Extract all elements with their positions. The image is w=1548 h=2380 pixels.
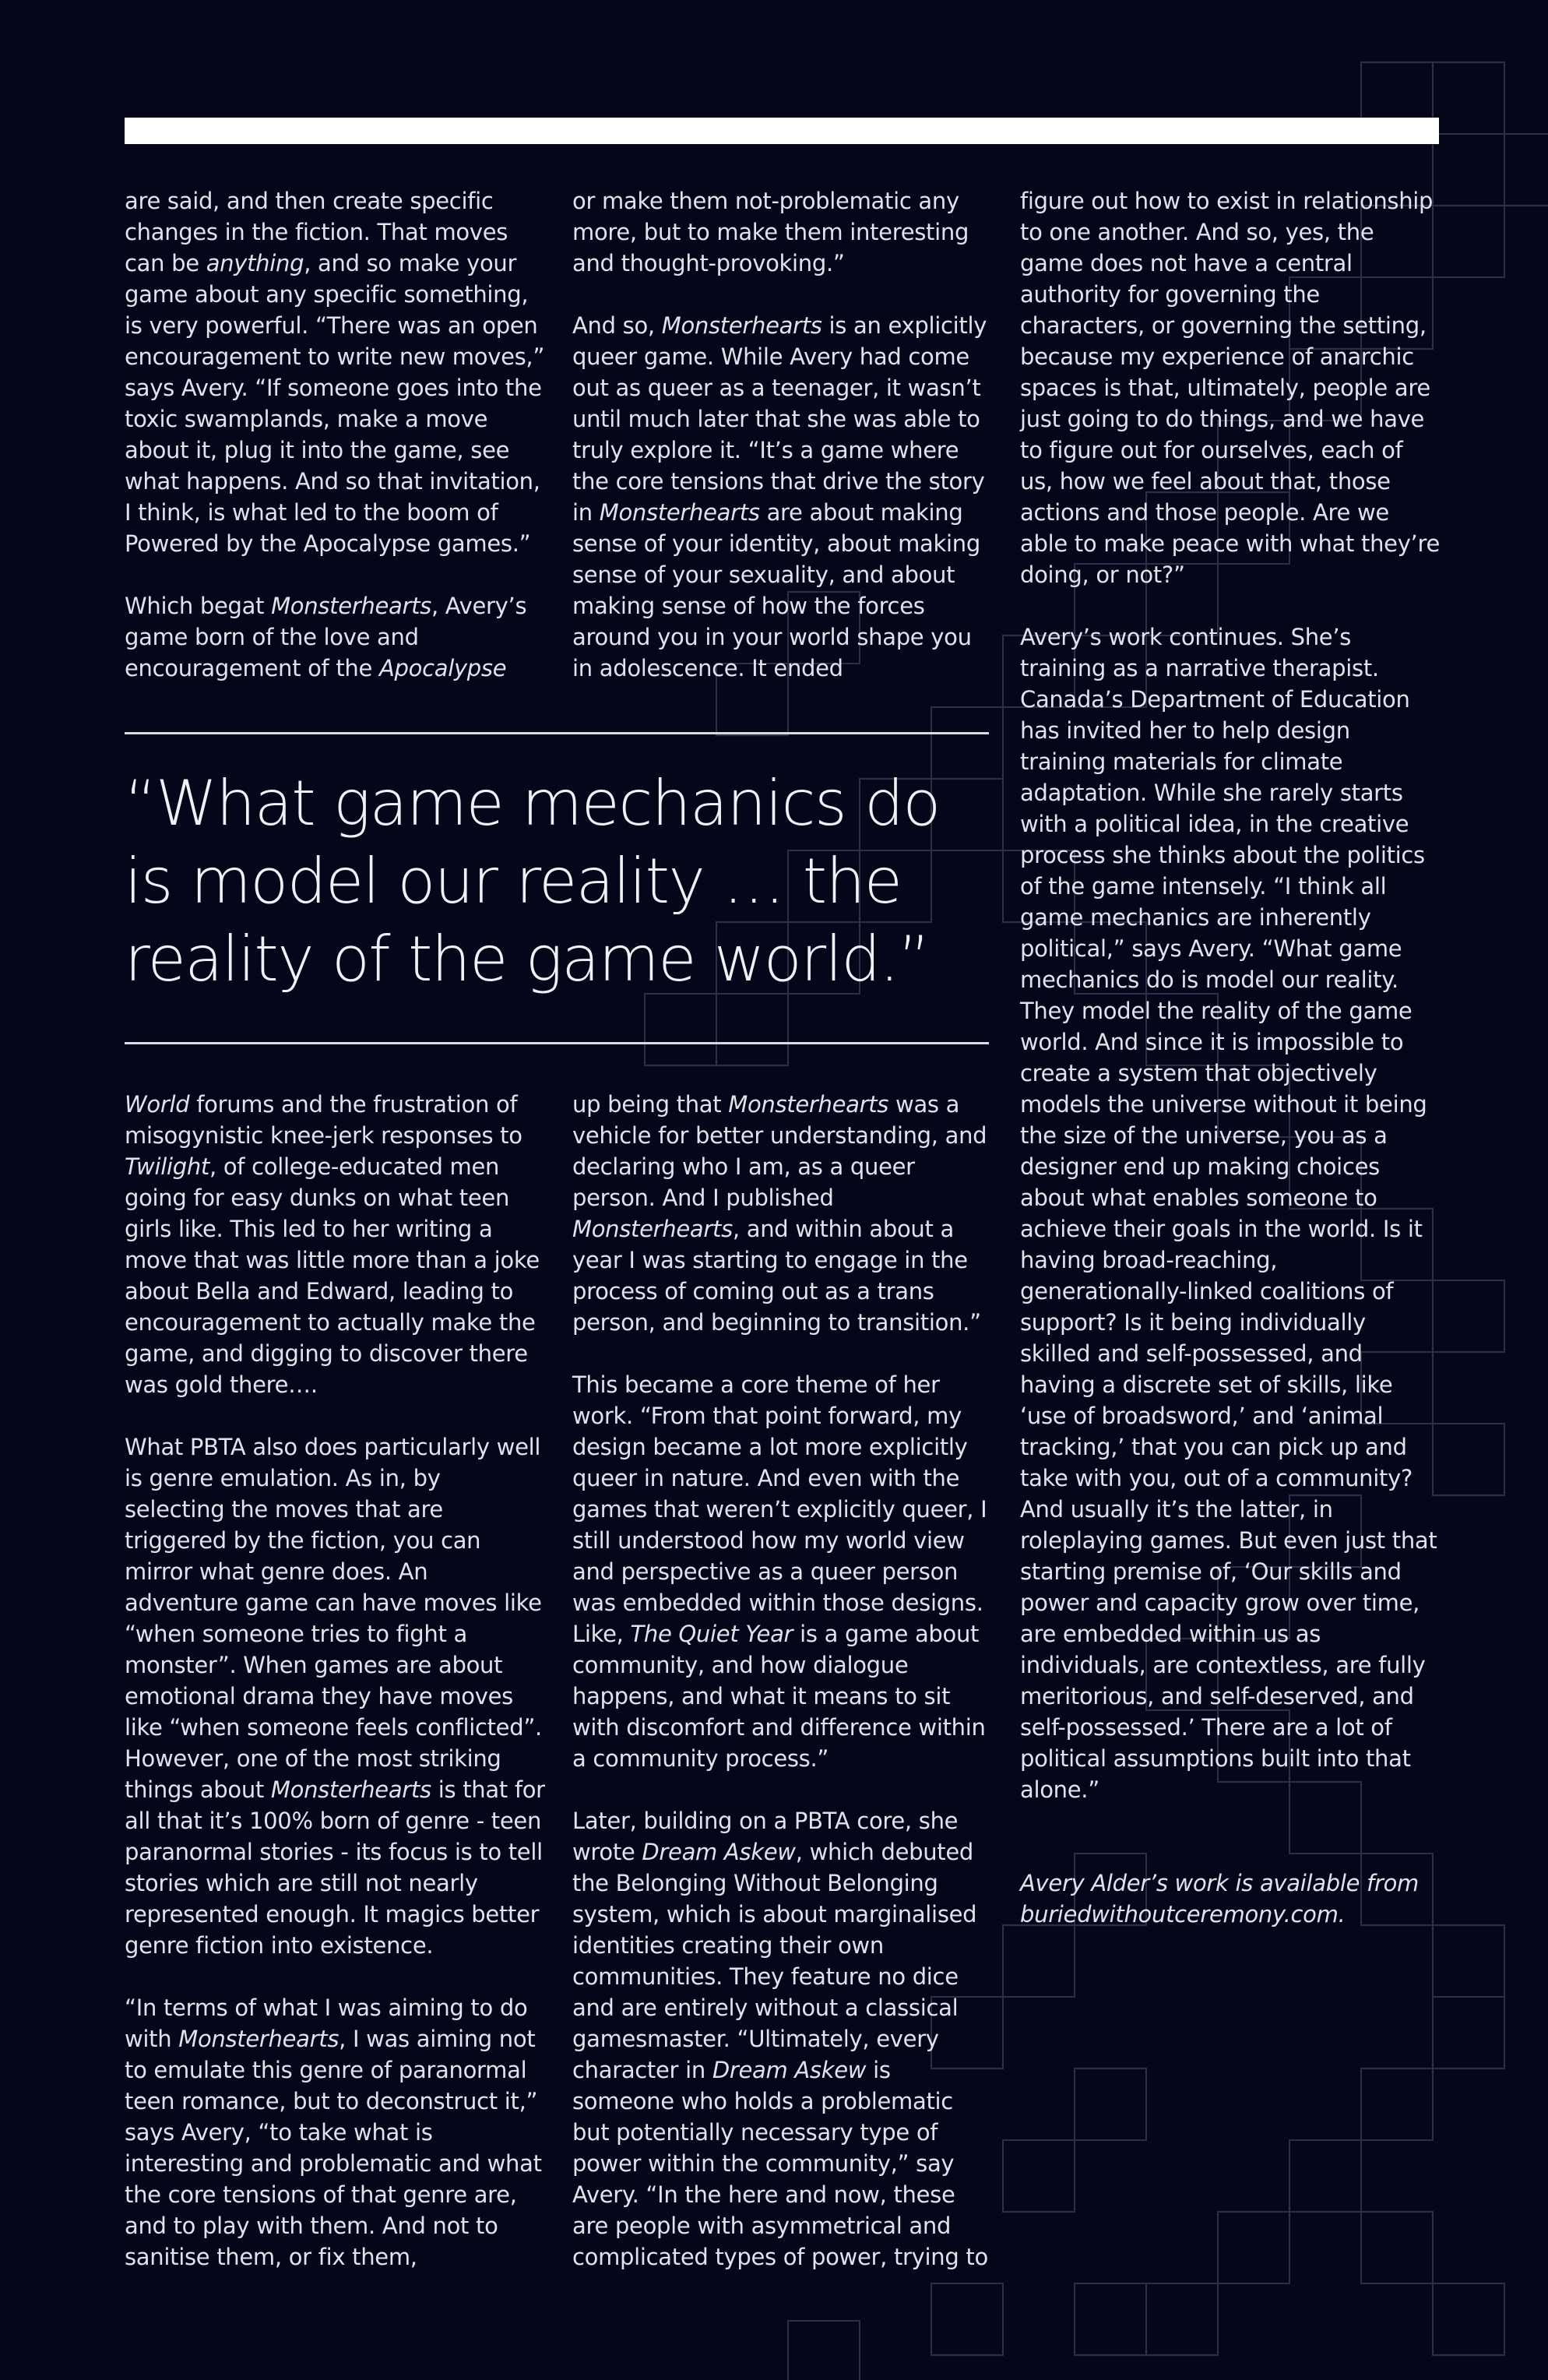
paragraph — [125, 1992, 545, 2273]
text-run: or make them not-problematic any more, but to make them interesting and thought-provoking.” — [572, 188, 969, 276]
text-run: is that for all that it’s 100% born of genre - teen paranormal stories - its focus is to tell stories which are still not nearly represented enough. It magics better genre fiction into existence. — [125, 1776, 545, 1959]
text-run: Later, building on a PBTA core, she wrote — [572, 1808, 959, 1865]
text-run: up being that — [572, 1091, 729, 1118]
italic-text-run: Monsterhearts — [728, 1091, 889, 1118]
column-3-text — [1020, 185, 1441, 1930]
italic-text-run: Monsterhearts — [270, 1776, 431, 1803]
column-1-bottom-text — [125, 1089, 545, 2273]
paragraph — [572, 185, 993, 279]
text-run: is a game about community, and how dialogue happens, and what it means to sit with discomfort and difference within a community process.” — [572, 1621, 986, 1772]
text-run: is an explicitly queer game. While Avery had come out as queer as a teenager, it wasn’t until much later that she was able to truly explore it. “It’s a game where the core tensions that drive the story in — [572, 312, 987, 526]
text-run: , and within about a year I was starting to engage in the process of coming out as a trans person, and beginning to transition.” — [572, 1216, 981, 1336]
paragraph — [125, 1431, 545, 1961]
paragraph — [125, 1089, 545, 1400]
paragraph: Avery’s work continues. She’s training as a narrative therapist. Canada’s Department of Education has invited her to help design training materials for climate adaptation. While she rarely starts with a political idea, in the creative process she thinks about the politics of the game intensely. “I think all game mechanics are inherently political,” says Avery. “What game mechanics do is model our reality. They model the reality of the game world. And since it is impossible to create a system that objectively models the universe without it being the size of the universe, you as a designer end up making choices about what enables someone to achieve their goals in the world. Is it having broad-reaching, generationally-linked coalitions of support? Is it being individually skilled and self-possessed, and having a discrete set of skills, like ‘use of broadsword,’ and ‘animal tracking,’ that you can pick up and take with you, out of a community? And usually it’s the latter, in roleplaying games. But even just that starting premise of, ‘Our skills and power and capacity grow over time, are embedded within us as individuals, are contextless, are fully meritorious, and self-deserved, and self-possessed.’ There are a lot of political assumptions built into that alone.” — [1020, 624, 1437, 1803]
italic-text-run: Monsterhearts — [271, 593, 431, 619]
italic-text-run: Monsterhearts — [599, 499, 760, 526]
text-run: , Avery’s game born of the love and encouragement of the — [125, 593, 527, 681]
text-run: are about making sense of your identity, about making sense of your sexuality, and about making sense of how the forces around you in your world shape you in adolescence. It ended — [572, 499, 980, 681]
column-1-top-text — [125, 185, 545, 684]
text-run: is someone who holds a problematic but potentially necessary type of power within the community,” say Avery. “In the here and now, these are people with asymmetrical and complicated types of power, trying to — [572, 2057, 988, 2270]
paragraph — [572, 310, 993, 684]
text-run: Which begat — [125, 593, 272, 619]
italic-text-run: Monsterhearts — [178, 2026, 340, 2052]
italic-text-run: Monsterhearts — [661, 312, 822, 339]
italic-text-run: The Quiet Year — [630, 1621, 793, 1647]
paragraph — [572, 1089, 993, 1338]
text-run: , and so make your game about any specific something, is very powerful. “There was an open encouragement to write new moves,” says Avery. “If someone goes into the toxic swamplands, make a move about it, plug it into the game, see what happens. And so that invitation, I think, is what led to the boom of Powered by the Apocalypse games.” — [125, 250, 545, 557]
text-run: “In terms of what I was aiming to do with — [125, 1994, 528, 2052]
italic-text-run: Dream Askew — [712, 2057, 867, 2083]
column-2-top-text — [572, 185, 993, 684]
text-run: , of college-educated men going for easy dunks on what teen girls like. This led to her writing a move that was little more than a joke about Bella and Edward, leading to encouragement to actually make the game, and digging to discover there was gold there…. — [125, 1153, 540, 1398]
pull-quote: “What game mechanics do is model our reality … the reality of the game world.” — [125, 767, 940, 995]
paragraph — [572, 1369, 993, 1774]
italic-text-run: Dream Askew — [642, 1839, 796, 1865]
italic-text-run: World — [125, 1091, 190, 1118]
text-run: What PBTA also does particularly well is genre emulation. As in, by selecting the moves that are triggered by the fiction, you can mirror what genre does. An adventure game can have moves like “when someone tries to fight a monster”. When games are about emotional drama they have moves like “when someone feels conflicted”. However, one of the most striking things about — [125, 1434, 542, 1803]
text-run: are said, and then create specific changes in the fiction. That moves can be — [125, 188, 508, 276]
paragraph — [125, 590, 545, 684]
italic-text-run: anything — [206, 250, 304, 276]
text-run: was a vehicle for better understanding, and declaring who I am, as a queer person. And I published — [572, 1091, 987, 1211]
paragraph: figure out how to exist in relationship to one another. And so, yes, the game does not have a central authority for governing the characters, or governing the setting, because my experience of anarchic spaces is that, ultimately, people are just going to do things, and we have to figure out for ourselves, each of us, how we feel about that, those actions and those people. Are we able to make peace with what they’re doing, or not?” — [1020, 188, 1440, 588]
text-run: , which debuted the Belonging Without Belonging system, which is about marginalised identities creating their own communities. They feature no dice and are entirely without a classical gamesmaster. “Ultimately, every character in — [572, 1839, 977, 2083]
column-2-bottom-text — [572, 1089, 993, 2273]
text-run: forums and the frustration of misogynistic knee-jerk responses to — [125, 1091, 522, 1149]
top-header-bar — [125, 118, 1439, 144]
italic-text-run: Apocalypse — [378, 655, 507, 681]
text-run: And so, — [572, 312, 662, 339]
pull-quote-top-rule — [125, 732, 989, 734]
text-run: , I was aiming not to emulate this genre of paranormal teen romance, but to deconstruct it,” says Avery, “to take what is interesting and problematic and what the core tensions of that genre are, and to play with them. And not to sanitise them, or fix them, — [125, 2026, 542, 2270]
paragraph — [125, 185, 545, 559]
paragraph — [572, 1805, 993, 2273]
pull-quote-bottom-rule — [125, 1042, 989, 1044]
italic-text-run: Monsterhearts — [572, 1216, 733, 1242]
italic-text-run: Twilight — [125, 1153, 209, 1180]
text-run: This became a core theme of her work. “From that point forward, my design became a lot more explicitly queer in nature. And even with the games that weren’t explicitly queer, I still understood how my world view and perspective as a queer person was embedded within those designs. Like, — [572, 1371, 987, 1647]
author-credit: Avery Alder’s work is available from buriedwithoutceremony.com. — [1020, 1870, 1419, 1928]
